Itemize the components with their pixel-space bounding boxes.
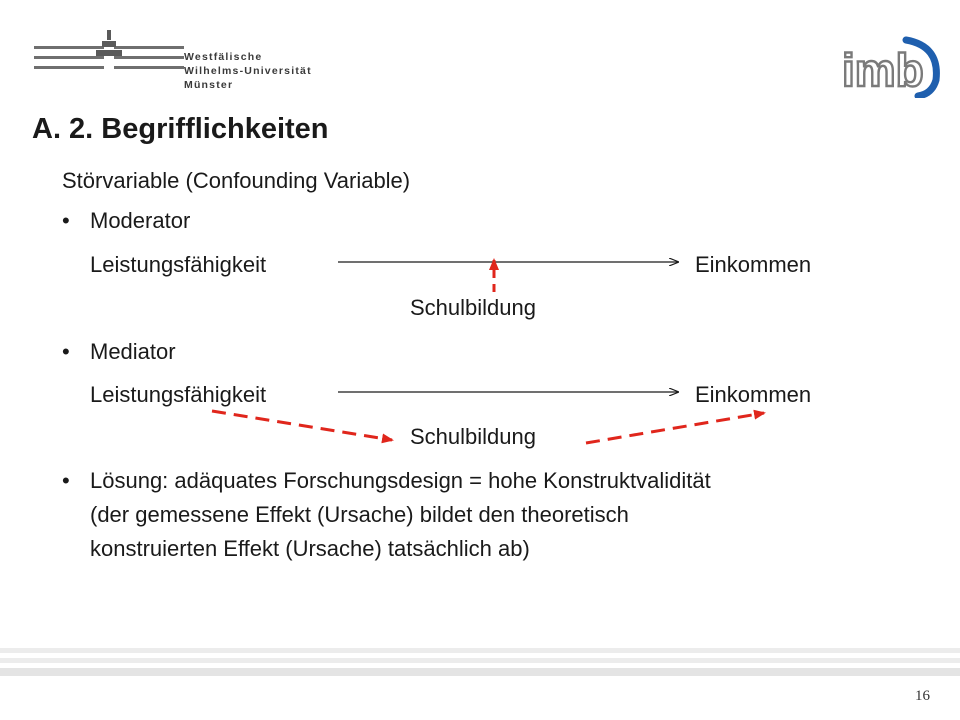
moderator-source: Leistungsfähigkeit (90, 252, 267, 277)
footer-divider (0, 658, 960, 663)
mediator-path-arrow-2 (586, 413, 764, 443)
moderator-third-variable: Schulbildung (410, 295, 536, 320)
university-name-line-3: Münster (184, 79, 234, 91)
bullet-dot: • (62, 339, 70, 364)
moderator-target: Einkommen (695, 252, 812, 277)
solution-line-3: konstruierten Effekt (Ursache) tatsächlich ab) (90, 536, 530, 561)
footer-divider (0, 668, 960, 676)
slide-title: A. 2. Begrifflichkeiten (32, 113, 329, 145)
university-name-line-1: Westfälische (184, 51, 263, 63)
mediator-target: Einkommen (695, 382, 812, 407)
solution-line-1: Lösung: adäquates Forschungsdesign = hohe Konstruktvalidität (90, 468, 711, 493)
institute-logo-text: imb (842, 44, 924, 96)
page-number: 16 (915, 688, 930, 704)
mediator-path-arrow-1 (212, 411, 392, 440)
bullet-dot: • (62, 468, 70, 493)
bullet-dot: • (62, 208, 70, 233)
footer-divider (0, 648, 960, 653)
solution-line-2: (der gemessene Effekt (Ursache) bildet den theoretisch (90, 502, 629, 527)
mediator-third-variable: Schulbildung (410, 424, 536, 449)
mediator-source: Leistungsfähigkeit (90, 382, 267, 407)
mediator-label: Mediator (90, 339, 176, 364)
university-logo (30, 28, 320, 98)
moderator-label: Moderator (90, 208, 191, 233)
university-name-line-2: Wilhelms-Universität (184, 65, 312, 77)
institute-logo (836, 36, 940, 98)
subtitle: Störvariable (Confounding Variable) (62, 168, 411, 193)
